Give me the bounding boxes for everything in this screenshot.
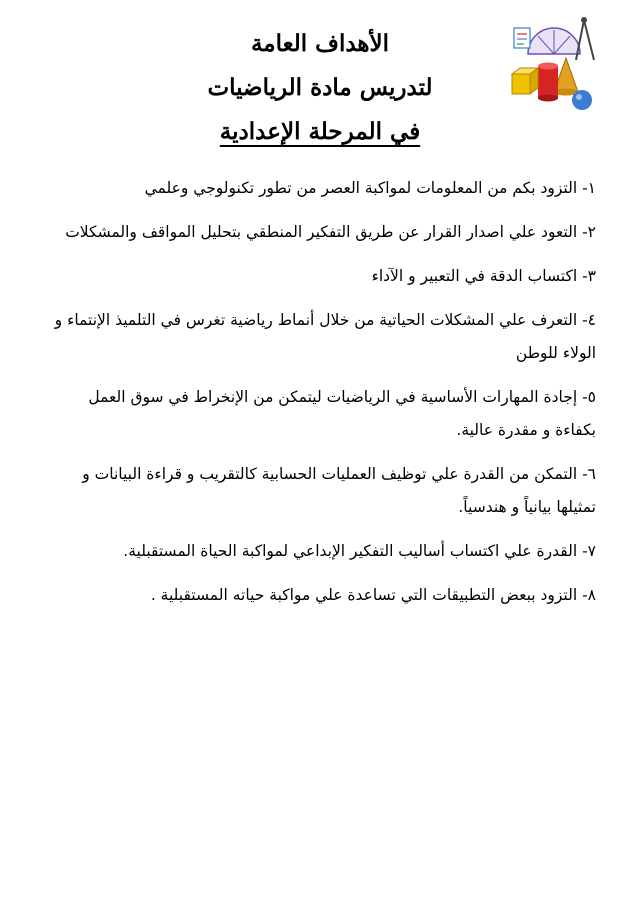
title-line-2: لتدريس مادة الرياضيات bbox=[207, 74, 433, 101]
title-line-3-text: في المرحلة الإعدادية bbox=[219, 118, 421, 145]
goal-text: القدرة علي اكتساب أساليب التفكير الإبداعي لمواكبة الحياة المستقبلية. bbox=[123, 542, 578, 560]
goal-number: ٥- bbox=[582, 388, 596, 406]
goal-number: ٦- bbox=[582, 465, 596, 483]
math-shapes-clipart-icon bbox=[508, 14, 600, 114]
goal-item-5 bbox=[48, 381, 596, 447]
goal-item-6 bbox=[48, 458, 596, 524]
goal-number: ٢- bbox=[582, 223, 596, 241]
title-line-1: الأهداف العامة bbox=[250, 30, 390, 57]
goal-text: التعرف علي المشكلات الحياتية من خلال أنماط رياضية تغرس في التلميذ الإنتماء و الولاء للوطن bbox=[54, 311, 596, 362]
goal-number: ١- bbox=[582, 179, 596, 197]
goal-number: ٤- bbox=[582, 311, 596, 329]
goals-list bbox=[48, 172, 596, 623]
goal-text: التزود ببعض التطبيقات التي تساعدة علي مواكبة حياته المستقبلية . bbox=[150, 586, 578, 604]
goal-item-8 bbox=[48, 579, 596, 612]
goal-text: التمكن من القدرة علي توظيف العمليات الحسابية كالتقريب و قراءة البيانات و تمثيلها بيانياً و هندسياً. bbox=[82, 465, 596, 516]
goal-text: التزود بكم من المعلومات لمواكبة العصر من تطور تكنولوجي وعلمي bbox=[144, 179, 578, 197]
goal-text: اكتساب الدقة في التعبير و الآداء bbox=[371, 267, 578, 285]
goal-number: ٧- bbox=[582, 542, 596, 560]
goal-item-3 bbox=[48, 260, 596, 293]
goal-number: ٨- bbox=[582, 586, 596, 604]
goal-item-4 bbox=[48, 304, 596, 370]
goal-item-2 bbox=[48, 216, 596, 249]
goal-number: ٣- bbox=[582, 267, 596, 285]
goal-text: إجادة المهارات الأساسية في الرياضيات ليتمكن من الإنخراط في سوق العمل بكفاءة و مقدرة عالية. bbox=[88, 388, 596, 439]
title-line-3 bbox=[150, 110, 490, 154]
goal-item-7 bbox=[48, 535, 596, 568]
goal-item-1 bbox=[48, 172, 596, 205]
goal-text: التعود علي اصدار القرار عن طريق التفكير المنطقي بتحليل المواقف والمشكلات bbox=[65, 223, 578, 241]
title-block bbox=[150, 22, 490, 154]
